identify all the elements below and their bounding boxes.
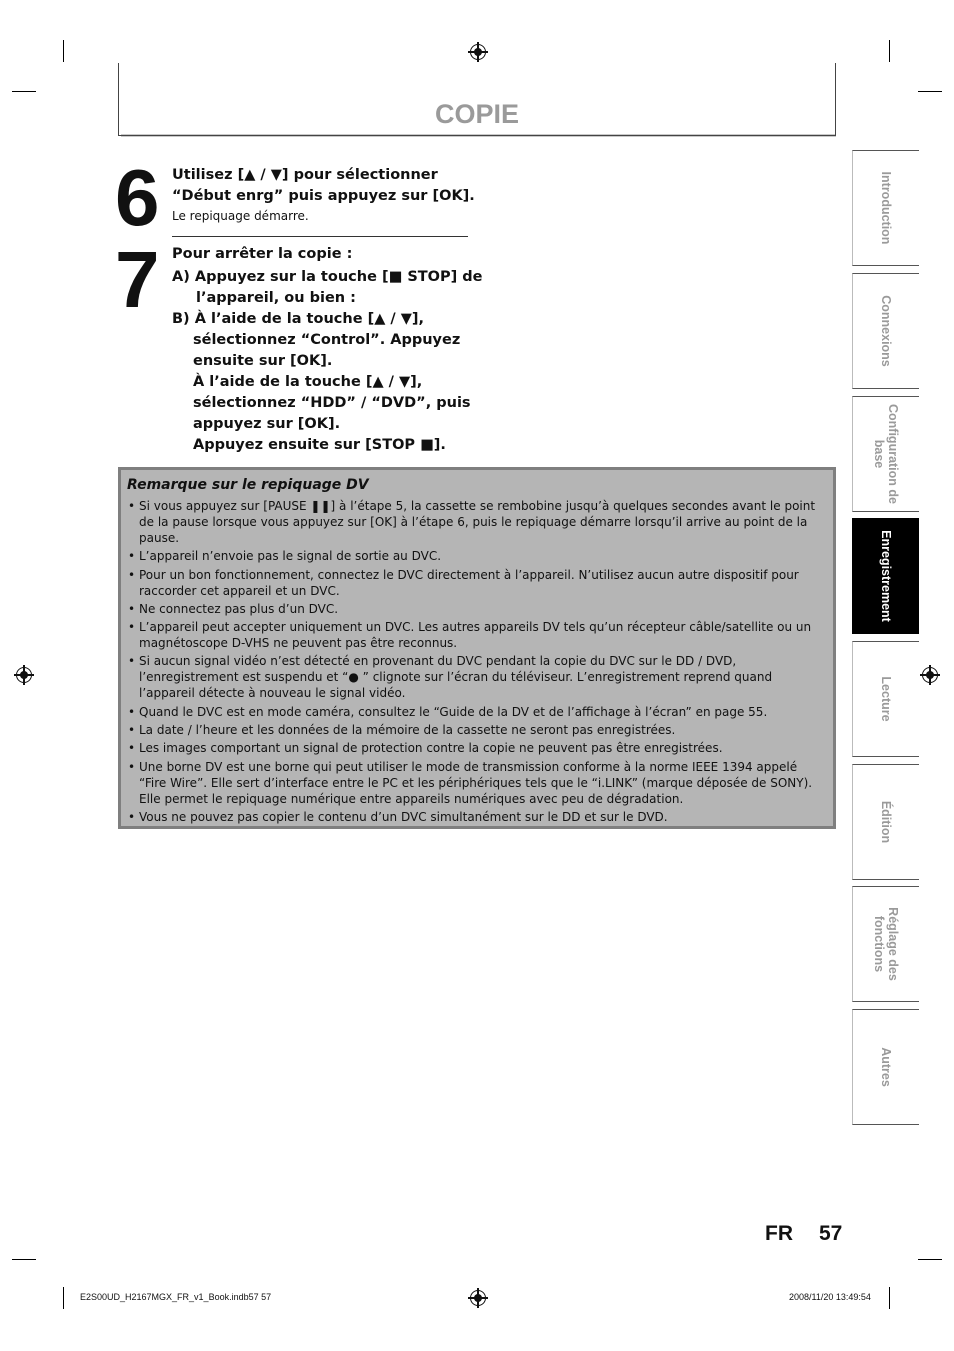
note-title: Remarque sur le repiquage DV [127,477,369,493]
list-item: • Vous ne pouvez pas copier le contenu d’un DVC simultanément sur le DD et sur le DVD. [127,809,827,825]
registration-mark-icon [470,1290,486,1306]
tab-label: Introduction [879,171,893,245]
list-item: • Quand le DVC est en mode caméra, consultez le “Guide de la DV et de l’affichage à l’écran” en page 55. [127,704,827,720]
crop-mark [63,1287,64,1309]
footer-file: E2S00UD_H2167MGX_FR_v1_Book.indb57 57 [80,1292,272,1302]
list-item: • Si aucun signal vidéo n’est détecté en provenant du DVC pendant la copie du DVC sur le DD / DVD, l’enregistrement est suspendu et “● ” clignote sur l’écran du téléviseur. L’enregistrement reprend quand l’appareil détecte à nouveau le signal vidéo. [127,653,827,701]
step-line: l’appareil, ou bien : [196,290,356,306]
step-line: A) Appuyez sur la touche [■ STOP] de [172,269,483,285]
step-line: Utilisez [▲ / ▼] pour sélectionner [172,167,438,183]
tab-enregistrement[interactable] [852,518,919,634]
step-number: 6 [115,153,158,242]
note-box [118,467,836,829]
step-6-text [172,165,475,225]
tab-autres[interactable] [852,1009,919,1125]
crop-mark [12,1259,36,1260]
step-number: 7 [115,235,158,324]
language-label: FR [765,1222,793,1245]
step-divider [172,236,468,237]
tab-label: Enregistrement [879,530,893,622]
note-list [127,498,827,827]
step-line: B) À l’aide de la touche [▲ / ▼], [172,311,425,327]
step-line: sélectionnez “Control”. Appuyez [193,332,461,348]
list-item: • L’appareil peut accepter uniquement un DVC. Les autres appareils DV tels qu’un récepteur câble/satellite ou un magnétoscope D-VHS ne peuvent pas être reconnus. [127,619,827,651]
crop-mark [918,1259,942,1260]
tab-label: Autres [879,1047,893,1087]
list-item: • Les images comportant un signal de protection contre la copie ne peuvent pas être enregistrées. [127,740,827,756]
footer-datetime: 2008/11/20 13:49:54 [789,1292,871,1302]
step-line: appuyez sur [OK]. [193,416,341,432]
list-item: • Pour un bon fonctionnement, connectez le DVC directement à l’appareil. N’utilisez aucun autre dispositif pour raccorder cet appareil et un DVC. [127,567,827,599]
step-line: Pour arrêter la copie : [172,246,353,262]
page-number: 57 [819,1222,843,1245]
list-item: • Une borne DV est une borne qui peut utiliser le mode de transmission conforme à la norme IEEE 1394 appelé “Fire Wire”. Elle sert d’interface entre le PC et les périphériques tels que le “i.LINK” (marque déposée de SONY). Elle permet le repiquage numérique entre appareils numériques avec peu de dégradation. [127,759,827,807]
title-box [118,63,836,136]
list-item: • L’appareil n’envoie pas le signal de sortie au DVC. [127,548,827,564]
page-title: COPIE [434,99,520,129]
step-line: sélectionnez “HDD” / “DVD”, puis [193,395,471,411]
tab-lecture[interactable] [852,641,919,757]
tab-configuration[interactable] [852,396,919,512]
list-item: • La date / l’heure et les données de la mémoire de la cassette ne seront pas enregistrées. [127,722,827,738]
list-item: • Si vous appuyez sur [PAUSE ❚❚] à l’étape 5, la cassette se rembobine jusqu’à quelques secondes avant le point de la pause lorsque vous appuyez sur [OK] à l’étape 6, puis le repiquage démarre lorsqu’il arrive au point de la pause. [127,498,827,546]
tab-label: Édition [879,800,893,844]
step-line: ensuite sur [OK]. [193,353,333,369]
tab-connexions[interactable] [852,273,919,389]
crop-mark [889,1287,890,1309]
tab-label: Lecture [879,676,893,722]
crop-mark [63,40,64,62]
registration-mark-icon [470,44,486,60]
tab-introduction[interactable] [852,150,919,266]
step-sub: Le repiquage démarre. [172,209,309,223]
step-line: “Début enrg” puis appuyez sur [OK]. [172,188,475,204]
tab-reglage[interactable] [852,886,919,1002]
crop-mark [12,91,36,92]
registration-mark-icon [16,667,32,683]
crop-mark [918,91,942,92]
registration-mark-icon [922,667,938,683]
step-line: À l’aide de la touche [▲ / ▼], [193,374,423,390]
crop-mark [889,40,890,62]
step-line: Appuyez ensuite sur [STOP ■]. [193,437,446,453]
tab-label: Connexions [879,295,893,367]
step-7-text [172,244,483,456]
tab-label: Réglage des fonctions [872,907,900,981]
tab-label: Configuration de base [872,404,900,504]
list-item: • Ne connectez pas plus d’un DVC. [127,601,827,617]
tab-edition[interactable] [852,764,919,880]
